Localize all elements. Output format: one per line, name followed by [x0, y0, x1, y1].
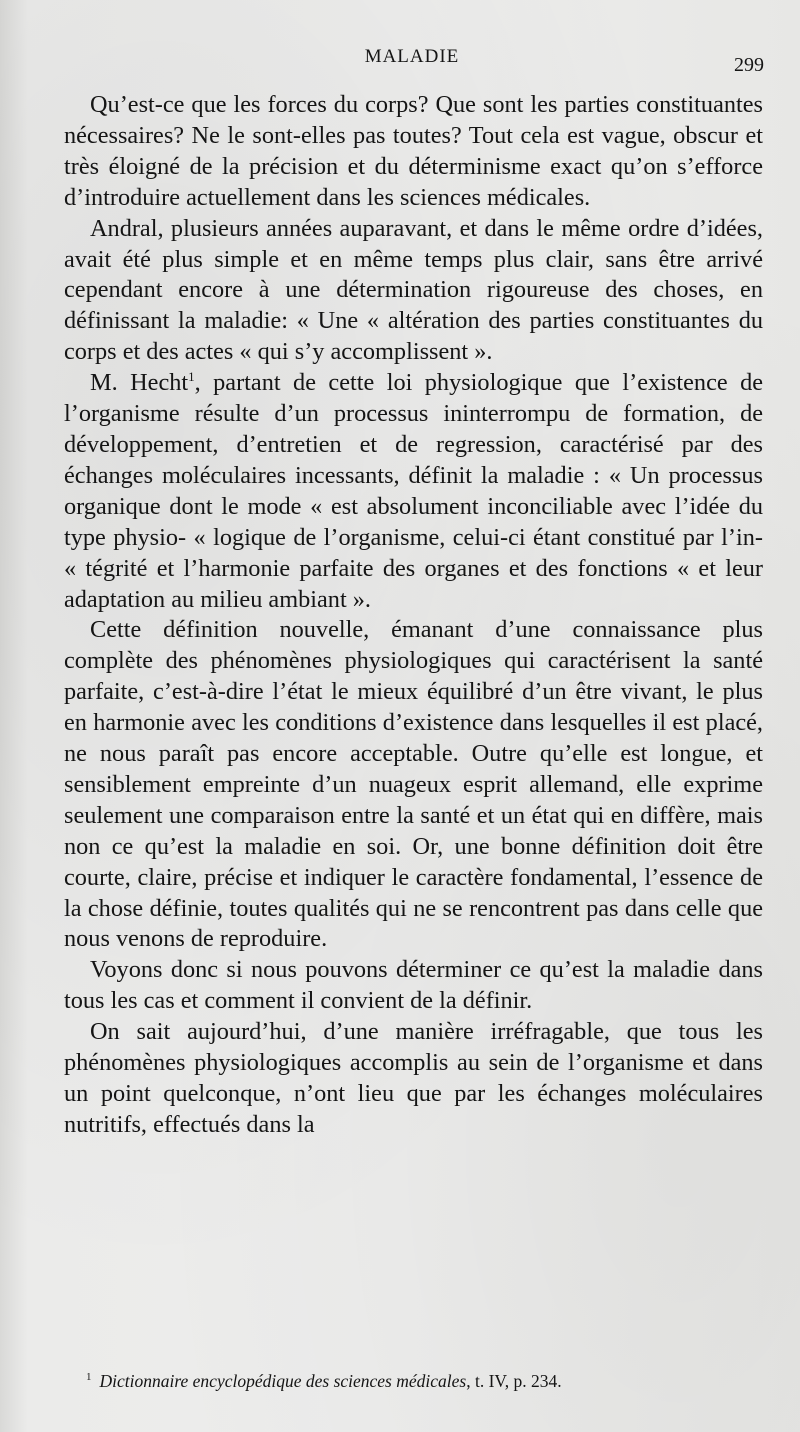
paragraph-with-note: [64, 368, 763, 615]
footnote: [86, 1366, 766, 1392]
paragraph: On sait aujourd’hui, d’une manière irréfragable, que tous les phénomènes physiologiques accomplis au sein de l’organisme et dans un point quelconque, n’ont lieu que par les échanges moléculaires nutritifs, effectués dans la: [64, 1018, 763, 1138]
footnote-title: Dictionnaire encyclopédique des sciences médicales: [99, 1370, 467, 1391]
footnote-reference: 1: [188, 369, 195, 385]
footnote-mark: 1: [86, 1371, 92, 1383]
paragraph: Voyons donc si nous pouvons déterminer ce qu’est la maladie dans tous les cas et comment il convient de la définir.: [64, 956, 763, 1015]
paragraph: Qu’est-ce que les forces du corps? Que sont les parties constituantes nécessaires? Ne le sont-elles pas toutes? Tout cela est vague, obscur et très éloigné de la précision et du déterminisme exact qu’on s’efforce d’introduire actuellement dans les sciences médicales.: [64, 91, 763, 211]
paragraph-rest: , partant de cette loi physiologique que l’existence de l’organisme résulte d’un processus ininterrompu de formation, de développement, d’entretien et de regression, caractérisé par des échanges moléculaires incessants, définit la maladie : « Un processus organique dont le mode « est absolument inconciliable avec l’idée du type physio- « logique de l’organisme, celui-ci étant constitué par l’in- « tégrité et l’harmonie parfaite des organes et des fonctions « et leur adaptation au milieu ambiant ».: [64, 369, 763, 613]
body-text: [64, 90, 763, 1141]
running-head: MALADIE: [364, 46, 460, 67]
page-number: 299: [734, 54, 764, 76]
paragraph: Andral, plusieurs années auparavant, et dans le même ordre d’idées, avait été plus simple et en même temps plus clair, sans être arrivé cependant encore à une détermination rigoureuse des choses, en définissant la maladie: « Une « altération des parties constituantes du corps et des actes « qui s’y accomplissent ».: [64, 214, 763, 366]
paragraph: Cette définition nouvelle, émanant d’une connaissance plus complète des phénomènes physiologiques qui caractérisent la santé parfaite, c’est-à-dire l’état le mieux équilibré d’un être vivant, le plus en harmonie avec les conditions d’existence dans lesquelles il est placé, ne nous paraît pas encore acceptable. Outre qu’elle est longue, et sensiblement empreinte d’un nuageux esprit allemand, elle exprime seulement une comparaison entre la santé et un état qui en diffère, mais non ce qu’est la maladie en soi. Or, une bonne définition doit être courte, claire, précise et indiquer le caractère fondamental, l’essence de la chose définie, toutes qualités qui ne se rencontrent pas dans celle que nous venons de reproduire.: [64, 616, 763, 953]
footnote-reference-text: , t. IV, p. 234.: [466, 1370, 562, 1391]
page-header: [60, 46, 764, 76]
paragraph-lead: M. Hecht: [90, 369, 189, 397]
